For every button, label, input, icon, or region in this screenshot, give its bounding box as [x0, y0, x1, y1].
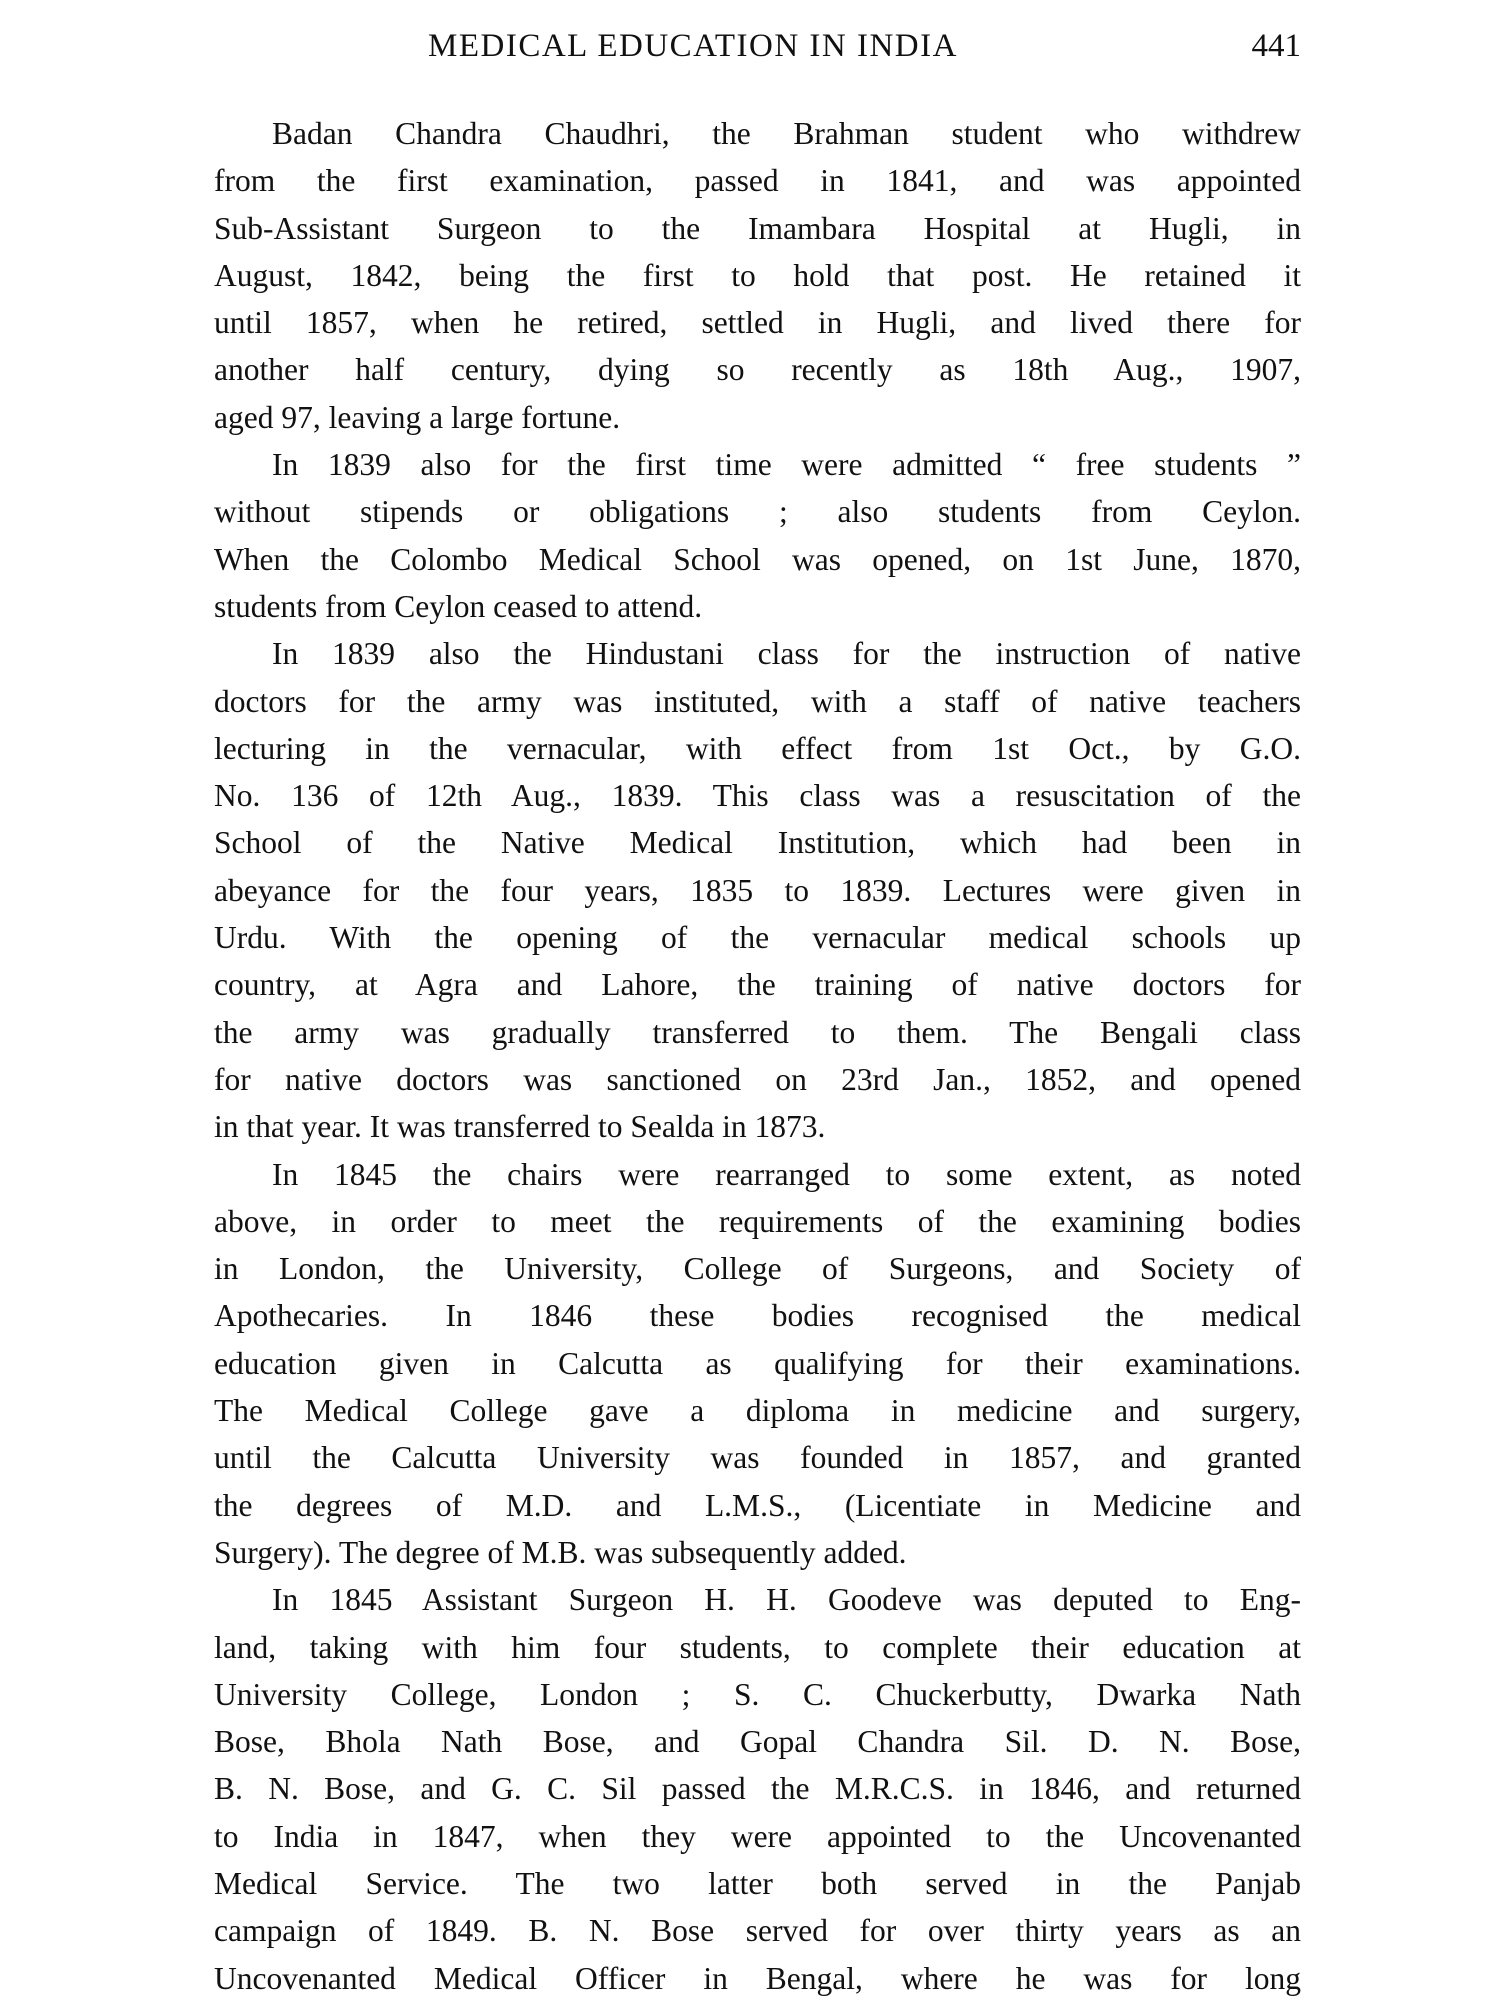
text-line: education given in Calcutta as qualifying for their examinations. [214, 1345, 1301, 1381]
paragraph [214, 630, 1301, 1150]
text-line: No. 136 of 12th Aug., 1839. This class was a resuscitation of the [214, 778, 1301, 814]
text-line: In 1845 Assistant Surgeon H. H. Goodeve was deputed to Eng- [272, 1582, 1301, 1618]
text-line: University College, London ; S. C. Chuckerbutty, Dwarka Nath [214, 1676, 1301, 1712]
text-line: Apothecaries. In 1846 these bodies recognised the medical [214, 1298, 1301, 1334]
text-line: until the Calcutta University was founded in 1857, and granted [214, 1440, 1301, 1476]
paragraph [214, 110, 1301, 441]
paragraph [214, 1151, 1301, 1577]
text-line: Badan Chandra Chaudhri, the Brahman student who withdrew [272, 116, 1301, 151]
text-line: the degrees of M.D. and L.M.S., (Licentiate in Medicine and [214, 1487, 1301, 1523]
text-line: School of the Native Medical Institution, which had been in [214, 825, 1301, 861]
text-line: the army was gradually transferred to them. The Bengali class [214, 1014, 1301, 1050]
text-line: Urdu. With the opening of the vernacular medical schools up [214, 920, 1301, 956]
text-line: Sub-Assistant Surgeon to the Imambara Hospital at Hugli, in [214, 210, 1301, 246]
text-line: The Medical College gave a diploma in medicine and surgery, [214, 1393, 1301, 1429]
text-line: to India in 1847, when they were appointed to the Uncovenanted [214, 1818, 1301, 1854]
text-line: Surgery). The degree of M.B. was subsequently added. [214, 1534, 907, 1570]
text-line: Bose, Bhola Nath Bose, and Gopal Chandra Sil. D. N. Bose, [214, 1724, 1301, 1760]
running-header [214, 28, 1301, 74]
body-text [214, 110, 1301, 2002]
page-number: 441 [1251, 28, 1301, 64]
text-line: another half century, dying so recently as 18th Aug., 1907, [214, 352, 1301, 388]
text-line: from the first examination, passed in 1841, and was appointed [214, 163, 1301, 199]
text-line: in London, the University, College of Surgeons, and Society of [214, 1251, 1301, 1287]
text-line: land, taking with him four students, to complete their education at [214, 1629, 1301, 1665]
text-line: When the Colombo Medical School was opened, on 1st June, 1870, [214, 541, 1301, 577]
text-line: campaign of 1849. B. N. Bose served for over thirty years as an [214, 1913, 1301, 1949]
text-line: students from Ceylon ceased to attend. [214, 588, 703, 624]
text-line: In 1845 the chairs were rearranged to some extent, as noted [272, 1156, 1301, 1192]
text-line: doctors for the army was instituted, with a staff of native teachers [214, 683, 1301, 719]
running-title: MEDICAL EDUCATION IN INDIA [428, 28, 958, 64]
text-line: until 1857, when he retired, settled in Hugli, and lived there for [214, 305, 1301, 341]
text-line: B. N. Bose, and G. C. Sil passed the M.R.C.S. in 1846, and returned [214, 1771, 1301, 1807]
text-line: Medical Service. The two latter both served in the Panjab [214, 1865, 1301, 1901]
text-line: lecturing in the vernacular, with effect from 1st Oct., by G.O. [214, 730, 1301, 766]
paragraph [214, 441, 1301, 630]
text-line: abeyance for the four years, 1835 to 1839. Lectures were given in [214, 872, 1301, 908]
text-line: country, at Agra and Lahore, the training of native doctors for [214, 967, 1301, 1003]
text-line: August, 1842, being the first to hold that post. He retained it [214, 257, 1301, 293]
text-line: without stipends or obligations ; also students from Ceylon. [214, 494, 1301, 530]
text-line: In 1839 also the Hindustani class for the instruction of native [272, 636, 1301, 672]
text-line: In 1839 also for the first time were admitted “ free students ” [272, 447, 1301, 483]
text-line: Uncovenanted Medical Officer in Bengal, where he was for long [214, 1960, 1301, 1996]
text-line: in that year. It was transferred to Sealda in 1873. [214, 1109, 826, 1145]
text-line: aged 97, leaving a large fortune. [214, 399, 621, 435]
paragraph [214, 1576, 1301, 2002]
text-line: for native doctors was sanctioned on 23rd Jan., 1852, and opened [214, 1061, 1301, 1097]
text-line: above, in order to meet the requirements of the examining bodies [214, 1203, 1301, 1239]
